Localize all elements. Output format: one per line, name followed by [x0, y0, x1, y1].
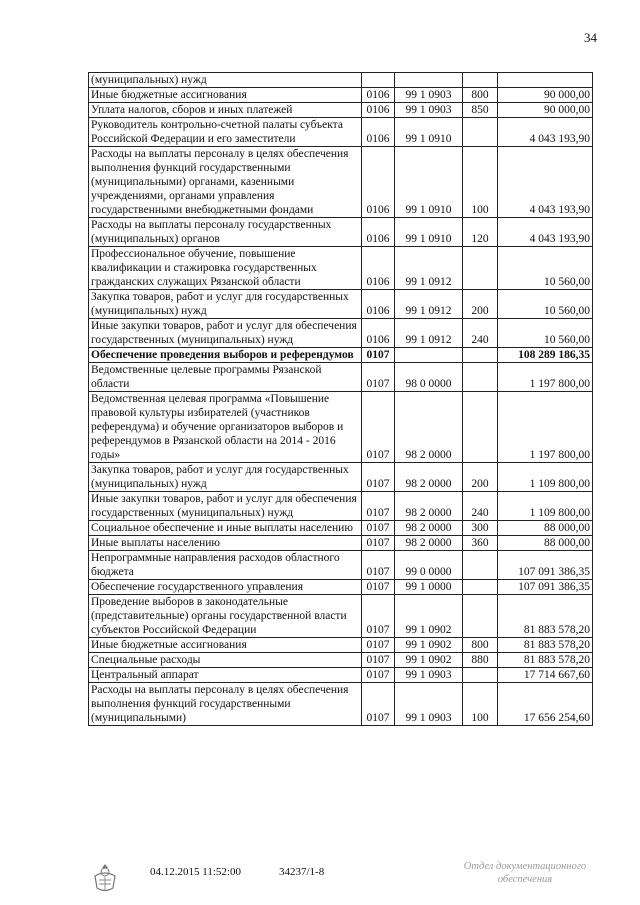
cell-expense-type [463, 247, 498, 290]
budget-table [88, 72, 593, 726]
cell-amount: 4 043 193,90 [498, 118, 593, 147]
cell-expense-type: 300 [463, 521, 498, 536]
cell-article: 98 2 0000 [395, 536, 463, 551]
cell-name: Центральный аппарат [89, 668, 362, 683]
cell-article [395, 348, 463, 363]
cell-expense-type: 240 [463, 492, 498, 521]
table-row [89, 492, 593, 521]
table-row [89, 595, 593, 638]
cell-section: 0107 [362, 653, 395, 668]
cell-name: Расходы на выплаты персоналу государственных (муниципальных) органов [89, 218, 362, 247]
cell-amount: 4 043 193,90 [498, 218, 593, 247]
cell-amount: 88 000,00 [498, 521, 593, 536]
table-row [89, 247, 593, 290]
cell-name: Расходы на выплаты персоналу в целях обеспечения выполнения функций государственными (муниципальными) органами, казенными учреждениями, органами управления государственными внебюджетными фондами [89, 147, 362, 218]
cell-article: 98 0 0000 [395, 363, 463, 392]
cell-name: Ведомственная целевая программа «Повышение правовой культуры избирателей (участников референдума) и обучение организаторов выборов и референдумов в Рязанской области на 2014 - 2016 годы» [89, 392, 362, 463]
cell-section: 0107 [362, 551, 395, 580]
cell-amount: 88 000,00 [498, 536, 593, 551]
cell-section: 0107 [362, 536, 395, 551]
cell-section: 0106 [362, 88, 395, 103]
department-stamp [445, 860, 605, 886]
table-row [89, 319, 593, 348]
cell-article: 99 1 0910 [395, 147, 463, 218]
cell-section: 0107 [362, 668, 395, 683]
cell-expense-type: 240 [463, 319, 498, 348]
cell-amount [498, 73, 593, 88]
cell-name: Уплата налогов, сборов и иных платежей [89, 103, 362, 118]
cell-amount: 1 109 800,00 [498, 492, 593, 521]
table-row [89, 638, 593, 653]
cell-article: 99 1 0912 [395, 319, 463, 348]
cell-expense-type [463, 73, 498, 88]
page-number: 34 [584, 30, 597, 45]
cell-amount: 107 091 386,35 [498, 551, 593, 580]
cell-amount: 90 000,00 [498, 88, 593, 103]
cell-section: 0106 [362, 103, 395, 118]
cell-expense-type [463, 668, 498, 683]
cell-amount: 81 883 578,20 [498, 638, 593, 653]
cell-article: 99 1 0903 [395, 103, 463, 118]
cell-name: Иные закупки товаров, работ и услуг для обеспечения государственных (муниципальных) нужд [89, 319, 362, 348]
cell-section: 0107 [362, 463, 395, 492]
cell-amount: 1 197 800,00 [498, 363, 593, 392]
cell-section: 0107 [362, 595, 395, 638]
cell-article: 99 1 0902 [395, 638, 463, 653]
cell-article: 99 1 0910 [395, 218, 463, 247]
emblem-icon [90, 862, 120, 894]
table-row [89, 218, 593, 247]
cell-name: Специальные расходы [89, 653, 362, 668]
cell-name: Профессиональное обучение, повышение квалификации и стажировка государственных гражданских служащих Рязанской области [89, 247, 362, 290]
table-row [89, 103, 593, 118]
cell-amount: 81 883 578,20 [498, 653, 593, 668]
cell-name: Руководитель контрольно-счетной палаты субъекта Российской Федерации и его заместители [89, 118, 362, 147]
stamp-line-2: обеспечения [497, 874, 553, 885]
table-row [89, 147, 593, 218]
cell-section: 0107 [362, 492, 395, 521]
cell-section: 0106 [362, 319, 395, 348]
cell-section: 0106 [362, 290, 395, 319]
cell-amount: 4 043 193,90 [498, 147, 593, 218]
cell-name: Иные бюджетные ассигнования [89, 88, 362, 103]
table-row [89, 463, 593, 492]
table-row [89, 363, 593, 392]
cell-amount: 10 560,00 [498, 319, 593, 348]
cell-section: 0106 [362, 147, 395, 218]
cell-expense-type [463, 580, 498, 595]
table-row [89, 668, 593, 683]
cell-expense-type [463, 348, 498, 363]
table-row [89, 536, 593, 551]
table-row [89, 551, 593, 580]
cell-article: 99 1 0912 [395, 247, 463, 290]
cell-section: 0106 [362, 218, 395, 247]
cell-name: (муниципальных) нужд [89, 73, 362, 88]
cell-article [395, 73, 463, 88]
cell-amount: 17 656 254,60 [498, 683, 593, 726]
cell-amount: 10 560,00 [498, 290, 593, 319]
cell-amount: 108 289 186,35 [498, 348, 593, 363]
table-row [89, 73, 593, 88]
cell-amount: 1 197 800,00 [498, 392, 593, 463]
table-row [89, 580, 593, 595]
cell-section: 0107 [362, 363, 395, 392]
cell-section: 0107 [362, 521, 395, 536]
table-row [89, 88, 593, 103]
cell-amount: 107 091 386,35 [498, 580, 593, 595]
cell-expense-type [463, 595, 498, 638]
cell-section [362, 73, 395, 88]
cell-name: Ведомственные целевые программы Рязанской области [89, 363, 362, 392]
cell-expense-type [463, 392, 498, 463]
cell-name: Непрограммные направления расходов областного бюджета [89, 551, 362, 580]
table-row [89, 290, 593, 319]
cell-section: 0107 [362, 580, 395, 595]
table-row [89, 392, 593, 463]
cell-expense-type [463, 363, 498, 392]
cell-expense-type: 880 [463, 653, 498, 668]
cell-article: 98 2 0000 [395, 463, 463, 492]
cell-name: Социальное обеспечение и иные выплаты населению [89, 521, 362, 536]
cell-expense-type: 200 [463, 290, 498, 319]
cell-expense-type: 850 [463, 103, 498, 118]
cell-section: 0107 [362, 638, 395, 653]
cell-section: 0106 [362, 247, 395, 290]
cell-name: Обеспечение проведения выборов и референдумов [89, 348, 362, 363]
cell-article: 99 1 0910 [395, 118, 463, 147]
cell-amount: 17 714 667,60 [498, 668, 593, 683]
cell-article: 99 1 0903 [395, 683, 463, 726]
cell-amount: 10 560,00 [498, 247, 593, 290]
table-row [89, 653, 593, 668]
cell-section: 0107 [362, 348, 395, 363]
cell-expense-type: 800 [463, 638, 498, 653]
table-row [89, 348, 593, 363]
cell-amount: 90 000,00 [498, 103, 593, 118]
cell-article: 99 1 0902 [395, 595, 463, 638]
cell-article: 98 2 0000 [395, 392, 463, 463]
page-footer [0, 860, 640, 905]
cell-name: Расходы на выплаты персоналу в целях обеспечения выполнения функций государственными (муниципальными) [89, 683, 362, 726]
cell-expense-type [463, 118, 498, 147]
stamp-line-1: Отдел документационного [463, 861, 587, 872]
cell-article: 99 1 0000 [395, 580, 463, 595]
table-row [89, 521, 593, 536]
cell-article: 99 1 0902 [395, 653, 463, 668]
cell-article: 99 1 0903 [395, 668, 463, 683]
cell-expense-type: 120 [463, 218, 498, 247]
cell-name: Закупка товаров, работ и услуг для государственных (муниципальных) нужд [89, 463, 362, 492]
cell-expense-type: 100 [463, 147, 498, 218]
cell-name: Проведение выборов в законодательные (представительные) органы государственной власти субъектов Российской Федерации [89, 595, 362, 638]
table-row [89, 118, 593, 147]
table-body [89, 73, 593, 726]
cell-section: 0107 [362, 683, 395, 726]
table-row [89, 683, 593, 726]
footer-doc-number: 34237/1-8 [279, 866, 325, 878]
cell-name: Иные закупки товаров, работ и услуг для обеспечения государственных (муниципальных) нужд [89, 492, 362, 521]
cell-name: Обеспечение государственного управления [89, 580, 362, 595]
cell-article: 99 0 0000 [395, 551, 463, 580]
cell-expense-type: 100 [463, 683, 498, 726]
cell-name: Иные бюджетные ассигнования [89, 638, 362, 653]
cell-article: 99 1 0912 [395, 290, 463, 319]
cell-name: Иные выплаты населению [89, 536, 362, 551]
cell-section: 0106 [362, 118, 395, 147]
cell-article: 98 2 0000 [395, 521, 463, 536]
cell-article: 98 2 0000 [395, 492, 463, 521]
cell-expense-type: 200 [463, 463, 498, 492]
cell-name: Закупка товаров, работ и услуг для государственных (муниципальных) нужд [89, 290, 362, 319]
cell-expense-type [463, 551, 498, 580]
cell-section: 0107 [362, 392, 395, 463]
cell-amount: 81 883 578,20 [498, 595, 593, 638]
cell-expense-type: 360 [463, 536, 498, 551]
footer-date: 04.12.2015 11:52:00 [150, 866, 241, 878]
cell-amount: 1 109 800,00 [498, 463, 593, 492]
cell-expense-type: 800 [463, 88, 498, 103]
cell-article: 99 1 0903 [395, 88, 463, 103]
